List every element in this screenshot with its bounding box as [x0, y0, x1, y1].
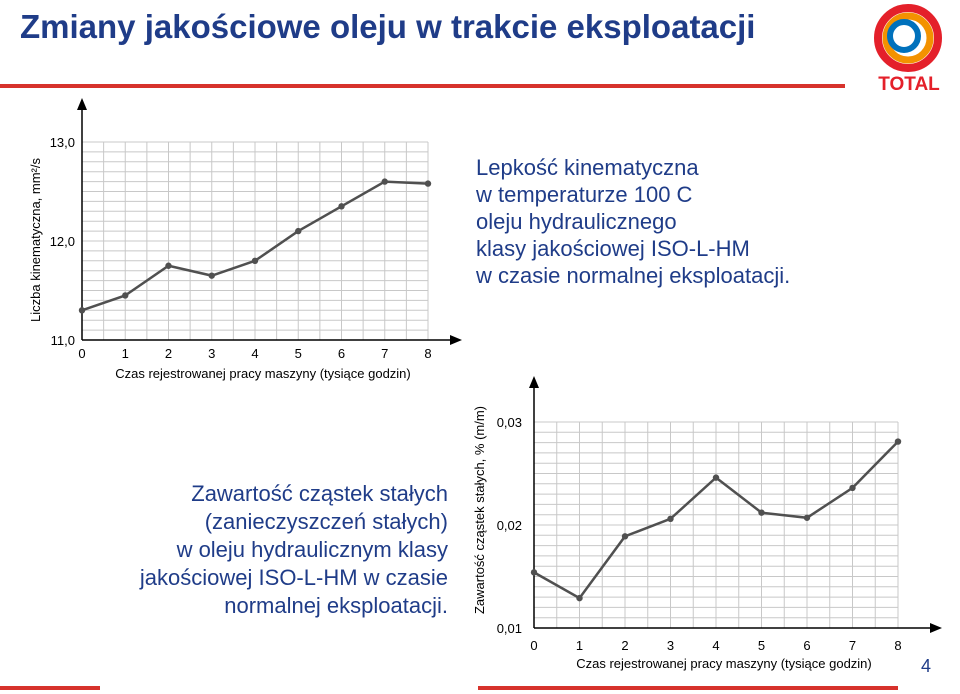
y-axis-title: Zawartość cząstek stałych, % (m/m): [472, 405, 487, 615]
data-point: [849, 485, 855, 491]
x-tick-label: 8: [424, 346, 432, 361]
viscosity-description: [476, 154, 790, 289]
particles-desc-line: w oleju hydraulicznym klasy: [176, 537, 448, 562]
x-axis-title: Czas rejestrowanej pracy maszyny (tysiące godzin): [576, 656, 872, 671]
data-point: [338, 203, 344, 209]
x-tick-label: 2: [621, 638, 629, 653]
x-tick-label: 8: [894, 638, 902, 653]
y-tick-label: 11,0: [50, 333, 75, 348]
particles-chart: [472, 376, 942, 671]
x-tick-label: 7: [848, 638, 857, 653]
footer-divider: [0, 686, 100, 690]
logo-text: TOTAL: [878, 74, 940, 94]
data-point: [382, 178, 388, 184]
data-point: [209, 272, 215, 278]
y-tick-label: 12,0: [49, 234, 75, 249]
data-point: [622, 533, 628, 539]
x-tick-label: 4: [712, 638, 720, 653]
y-axis-title: Liczba kinematyczna, mm²/s: [28, 158, 43, 322]
viscosity-desc-line: oleju hydraulicznego: [476, 209, 677, 234]
x-tick-label: 6: [337, 346, 346, 361]
x-tick-label: 6: [803, 638, 811, 653]
y-tick-label: 0,02: [496, 518, 522, 533]
slide-title: Zmiany jakościowe oleju w trakcie eksploatacji: [20, 8, 756, 45]
page-number: 4: [921, 656, 932, 676]
data-point: [576, 595, 582, 601]
x-tick-label: 1: [575, 638, 584, 653]
data-point: [425, 180, 431, 186]
viscosity-desc-line: w czasie normalnej eksploatacji.: [476, 263, 791, 288]
x-tick-label: 0: [530, 638, 538, 653]
y-tick-label: 13,0: [49, 135, 75, 150]
data-point: [295, 228, 301, 234]
data-point: [122, 292, 128, 298]
data-point: [713, 474, 719, 480]
x-tick-label: 3: [208, 346, 216, 361]
viscosity-desc-line: klasy jakościowej ISO-L-HM: [476, 236, 750, 261]
y-axis-arrow: [77, 98, 87, 110]
x-axis-arrow: [450, 335, 462, 345]
x-tick-label: 3: [666, 638, 675, 653]
data-point: [165, 263, 171, 269]
particles-description: [50, 480, 448, 620]
x-axis-arrow: [930, 623, 942, 633]
x-tick-label: 1: [121, 346, 129, 361]
particles-desc-line: normalnej eksploatacji.: [224, 593, 448, 618]
y-tick-label: 0,01: [496, 621, 522, 636]
x-tick-label: 7: [381, 346, 389, 361]
data-point: [804, 515, 810, 521]
footer-divider: [478, 686, 898, 690]
x-tick-label: 0: [78, 346, 86, 361]
data-point: [758, 509, 764, 515]
data-point: [531, 569, 537, 575]
x-tick-label: 2: [164, 346, 173, 361]
particles-desc-line: (zanieczyszczeń stałych): [204, 509, 448, 534]
particles-desc-line: Zawartość cząstek stałych: [191, 481, 448, 506]
x-tick-label: 5: [294, 346, 302, 361]
x-tick-label: 5: [757, 638, 766, 653]
data-point: [252, 258, 258, 264]
x-axis-title: Czas rejestrowanej pracy maszyny (tysiące godzin): [115, 366, 411, 381]
viscosity-desc-line: Lepkość kinematyczna: [476, 155, 699, 180]
particles-desc-line: jakościowej ISO-L-HM w czasie: [139, 565, 448, 590]
x-tick-label: 4: [251, 346, 259, 361]
viscosity-chart: [28, 98, 462, 381]
data-point: [667, 516, 673, 522]
data-point: [79, 307, 85, 313]
data-point: [895, 438, 901, 444]
y-axis-arrow: [529, 376, 539, 388]
viscosity-desc-line: w temperaturze 100 C: [476, 182, 693, 207]
y-tick-label: 0,03: [496, 415, 522, 430]
